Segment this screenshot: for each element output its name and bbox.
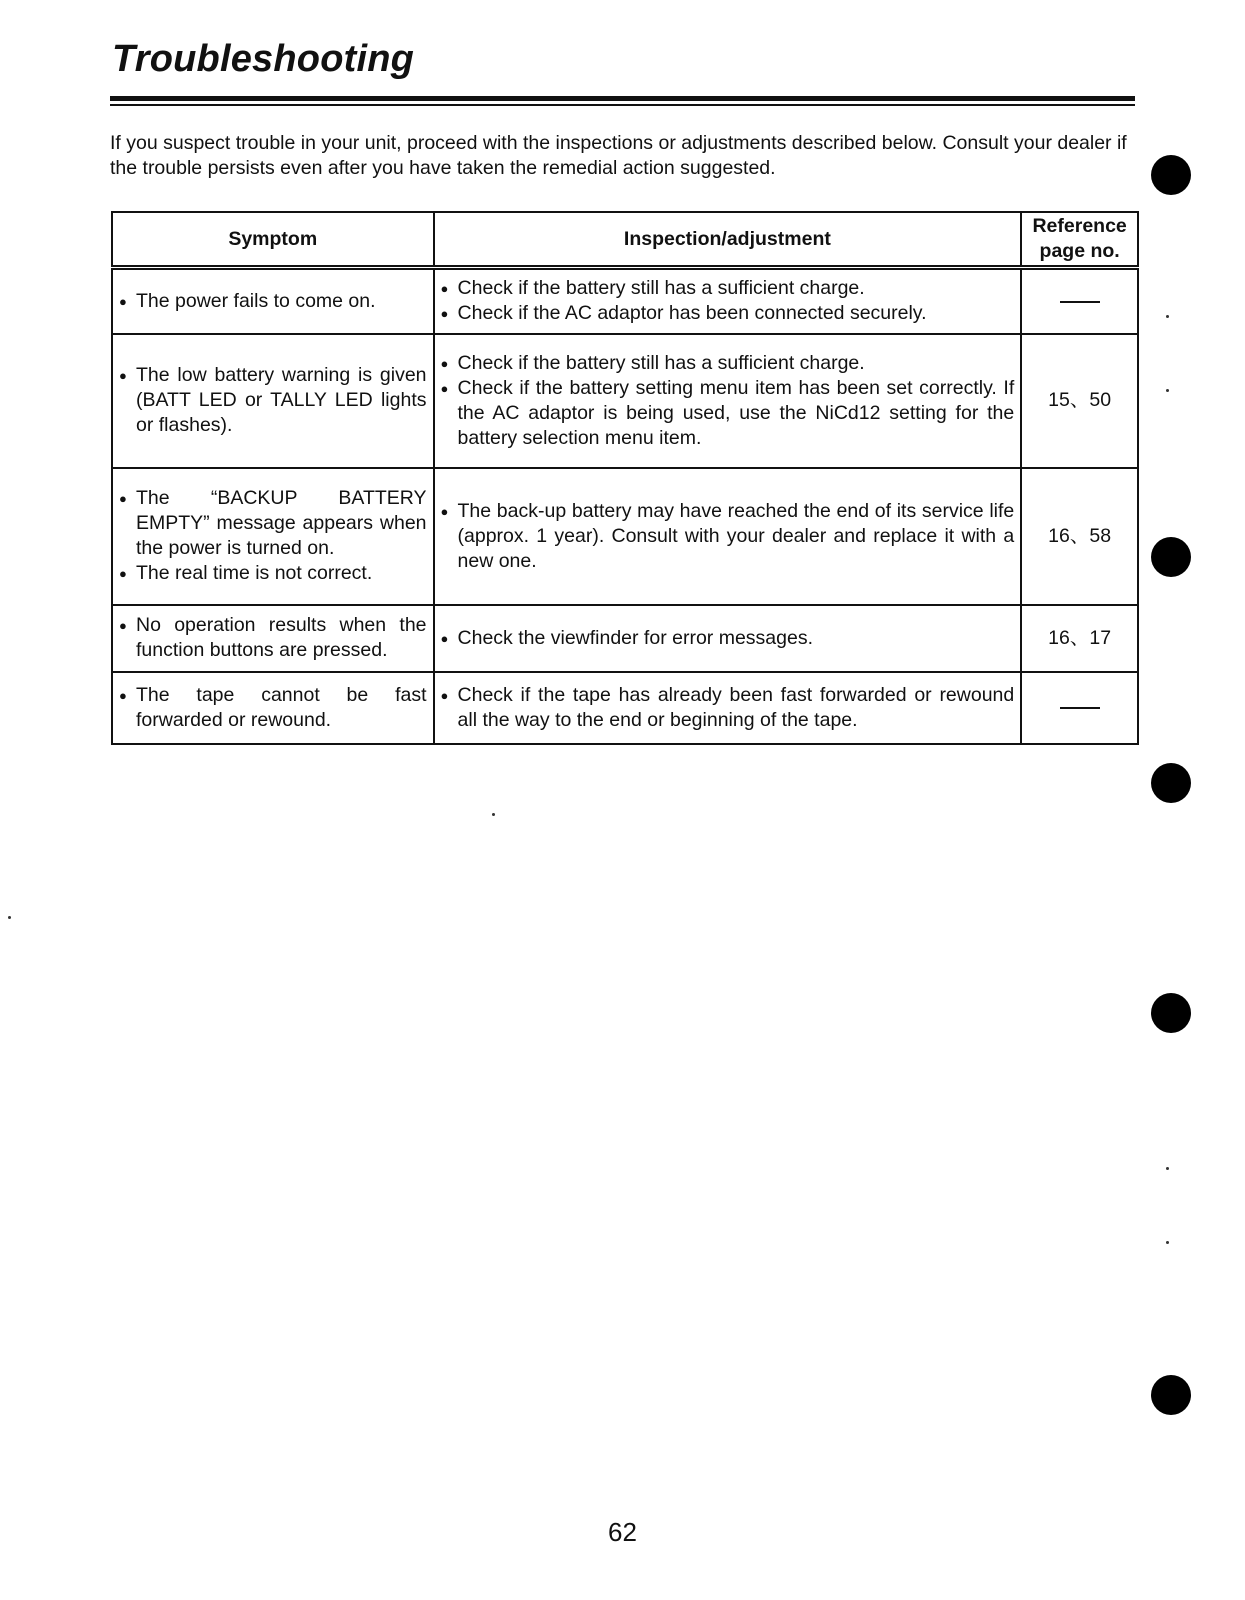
table-row bbox=[112, 268, 1138, 334]
binder-hole-icon bbox=[1151, 1375, 1191, 1415]
page-title: Troubleshooting bbox=[112, 38, 415, 80]
reference-cell: 16、17 bbox=[1021, 605, 1138, 672]
scan-speck bbox=[1166, 1167, 1169, 1170]
table-row bbox=[112, 605, 1138, 672]
page-number: 62 bbox=[608, 1517, 637, 1547]
inspection-item: ● Check if the tape has already been fast forwarded or rewound all the way to the end or beginning of the tape. bbox=[441, 683, 1015, 733]
inspection-item: ● Check if the battery still has a sufficient charge. bbox=[441, 276, 1015, 301]
symptom-cell bbox=[112, 334, 434, 468]
inspection-item: ● Check if the battery setting menu item has been set correctly. If the AC adaptor is being used, use the NiCd12 setting for the battery selection menu item. bbox=[441, 376, 1015, 451]
binder-hole-icon bbox=[1151, 993, 1191, 1033]
binder-hole-icon bbox=[1151, 155, 1191, 195]
symptom-cell bbox=[112, 672, 434, 744]
reference-cell bbox=[1021, 672, 1138, 744]
binder-hole-icon bbox=[1151, 537, 1191, 577]
reference-cell: 15、50 bbox=[1021, 334, 1138, 468]
reference-cell: 16、58 bbox=[1021, 468, 1138, 605]
title-rule-thin bbox=[110, 104, 1135, 106]
scan-speck bbox=[1166, 389, 1169, 392]
table-row bbox=[112, 468, 1138, 605]
table-row bbox=[112, 672, 1138, 744]
inspection-item: ● Check if the battery still has a sufficient charge. bbox=[441, 351, 1015, 376]
intro-paragraph: If you suspect trouble in your unit, proceed with the inspections or adjustments described below. Consult your dealer if the trouble persists even after you have taken the remedial action suggested. bbox=[110, 132, 1127, 179]
inspection-cell bbox=[434, 468, 1022, 605]
no-reference-dash bbox=[1060, 707, 1100, 709]
reference-cell bbox=[1021, 268, 1138, 334]
table-row bbox=[112, 334, 1138, 468]
symptom-item: ● The low battery warning is given (BATT LED or TALLY LED lights or flashes). bbox=[119, 363, 427, 438]
symptom-item: ● The power fails to come on. bbox=[119, 289, 427, 314]
symptom-item: ● The real time is not correct. bbox=[119, 561, 427, 586]
inspection-item: ● The back-up battery may have reached the end of its service life (approx. 1 year). Consult with your dealer and replace it with a new one. bbox=[441, 499, 1015, 574]
table-header-row bbox=[112, 212, 1138, 268]
scan-speck bbox=[8, 916, 11, 919]
scan-speck bbox=[492, 813, 495, 816]
inspection-cell bbox=[434, 268, 1022, 334]
symptom-item: ● No operation results when the function buttons are pressed. bbox=[119, 613, 427, 663]
symptom-cell bbox=[112, 468, 434, 605]
inspection-item: ● Check the viewfinder for error messages. bbox=[441, 626, 1015, 651]
reference-header-line2: page no. bbox=[1039, 240, 1120, 262]
scan-speck bbox=[1166, 315, 1169, 318]
symptom-header: Symptom bbox=[112, 212, 434, 268]
symptom-item: ● The tape cannot be fast forwarded or rewound. bbox=[119, 683, 427, 733]
inspection-cell bbox=[434, 672, 1022, 744]
troubleshooting-table bbox=[111, 211, 1139, 745]
inspection-cell bbox=[434, 334, 1022, 468]
reference-header bbox=[1021, 212, 1138, 268]
symptom-cell bbox=[112, 268, 434, 334]
no-reference-dash bbox=[1060, 301, 1100, 303]
reference-header-line1: Reference bbox=[1032, 215, 1127, 237]
inspection-cell bbox=[434, 605, 1022, 672]
binder-hole-icon bbox=[1151, 763, 1191, 803]
inspection-item: ● Check if the AC adaptor has been connected securely. bbox=[441, 301, 1015, 326]
symptom-cell bbox=[112, 605, 434, 672]
symptom-item: ● The “BACKUP BATTERY EMPTY” message appears when the power is turned on. bbox=[119, 486, 427, 561]
inspection-header: Inspection/adjustment bbox=[434, 212, 1022, 268]
scan-speck bbox=[1166, 1241, 1169, 1244]
title-rule-thick bbox=[110, 96, 1135, 101]
